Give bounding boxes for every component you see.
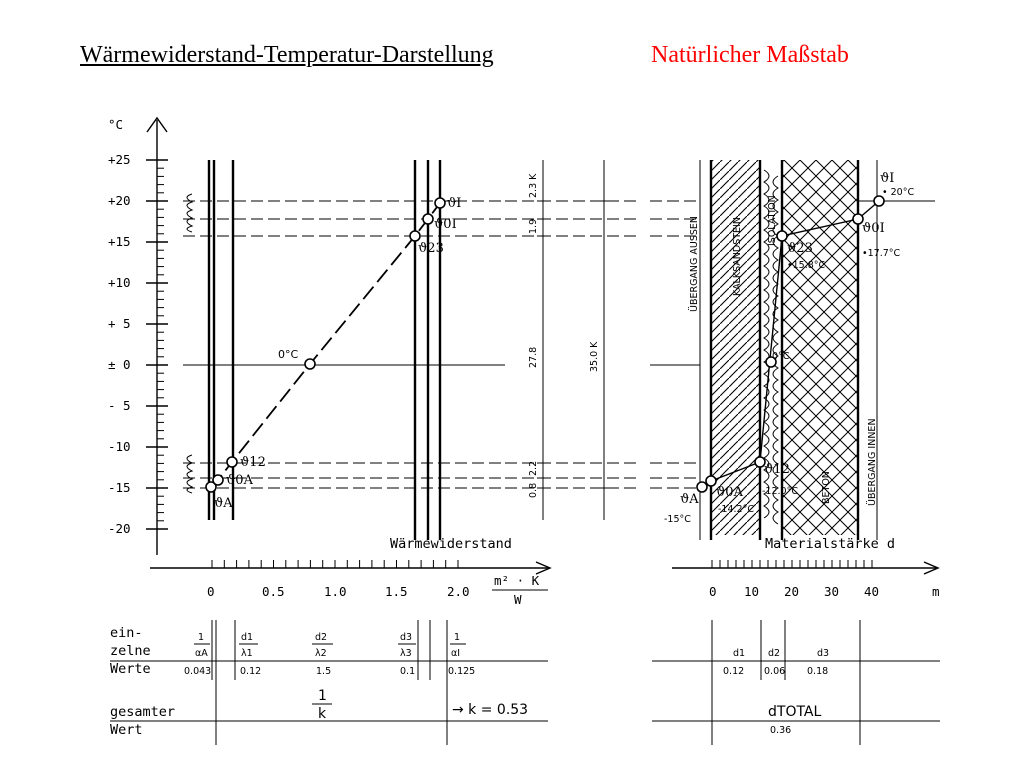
point-theta-12 bbox=[227, 457, 237, 467]
x-r-tick-label: 0 bbox=[709, 584, 717, 599]
right-diagram bbox=[650, 160, 940, 599]
label-theta-i: ϑI bbox=[447, 196, 462, 211]
r-total: dTOTAL bbox=[768, 704, 822, 720]
diff-label: 2.3 K bbox=[528, 173, 539, 198]
frac-num: d3 bbox=[400, 632, 413, 643]
x-r-tick-label: 30 bbox=[824, 584, 840, 599]
x-unit-num: m² · K bbox=[494, 573, 540, 588]
r-value-theta-23: •15.8°C bbox=[787, 260, 826, 271]
r-label-theta-12: ϑ12 bbox=[764, 462, 790, 477]
y-minor-ticks bbox=[157, 160, 164, 529]
x-tick-label: 0 bbox=[207, 584, 215, 599]
r-label-theta-23: ϑ23 bbox=[787, 241, 813, 256]
frac-den: αA bbox=[195, 648, 208, 659]
x-tick-label: 1.5 bbox=[385, 584, 408, 599]
r-cell-value: 0.18 bbox=[807, 666, 829, 677]
y-tick-label: +10 bbox=[108, 275, 131, 290]
point-theta-0i bbox=[423, 214, 433, 224]
cell-value: 0.1 bbox=[400, 666, 416, 677]
x-axis-right-label: Materialstärke d bbox=[765, 536, 896, 552]
y-tick-label: -20 bbox=[108, 521, 131, 536]
y-tick-label: ± 0 bbox=[108, 357, 131, 372]
label-theta-12: ϑ12 bbox=[240, 455, 266, 470]
total-frac-den: k bbox=[318, 706, 327, 722]
k-value: → k = 0.53 bbox=[452, 702, 529, 718]
diff-label: 27.8 bbox=[528, 346, 539, 368]
point-theta-i bbox=[435, 198, 445, 208]
r-label-theta-i: ϑI bbox=[880, 171, 895, 186]
r-frac: d3 bbox=[817, 648, 830, 659]
layer-beton bbox=[782, 160, 858, 535]
r-total-value: 0.36 bbox=[770, 725, 792, 736]
x-axis-left-label: Wärmewiderstand bbox=[390, 536, 512, 552]
frac-den: αI bbox=[451, 648, 461, 659]
cell-value: 0.043 bbox=[184, 666, 212, 677]
label-theta-23: ϑ23 bbox=[418, 241, 444, 256]
label-theta-0a: ϑ0A bbox=[226, 473, 253, 488]
y-tick-label: +15 bbox=[108, 234, 131, 249]
x-unit-den: W bbox=[514, 592, 522, 607]
r-cell-value: 0.12 bbox=[723, 666, 745, 677]
frac-num: 1 bbox=[198, 632, 205, 643]
row-label: Werte bbox=[110, 661, 151, 677]
diff-label: 0.8 bbox=[528, 482, 539, 498]
x-r-tick-label: 10 bbox=[744, 584, 760, 599]
y-tick-label: -15 bbox=[108, 480, 131, 495]
label-isolation: ISOLATION bbox=[767, 195, 778, 246]
label-kalksandstein: KALKSANDSTEIN bbox=[732, 217, 743, 296]
y-tick-label: -10 bbox=[108, 439, 131, 454]
point-theta-0a bbox=[213, 475, 223, 485]
diff-total-label: 35.0 K bbox=[589, 341, 600, 372]
x-r-unit: m bbox=[932, 584, 940, 599]
r-value-theta-0i: •17.7°C bbox=[862, 248, 901, 259]
r-value-theta-0a: -14.2°C bbox=[718, 504, 754, 515]
x-r-tick-label: 20 bbox=[784, 584, 800, 599]
page-title: Wärmewiderstand-Temperatur-Darstellung bbox=[80, 42, 494, 68]
r-cell-value: 0.06 bbox=[764, 666, 786, 677]
label-uebergang-aussen: ÜBERGANG AUSSEN bbox=[689, 215, 700, 312]
frac-num: d1 bbox=[241, 632, 254, 643]
cell-value: 0.12 bbox=[240, 666, 262, 677]
frac-num: 1 bbox=[454, 632, 461, 643]
row-label: zelne bbox=[110, 643, 151, 659]
r-label-theta-a: ϑA bbox=[680, 492, 699, 507]
x-right-minor-ticks bbox=[712, 560, 872, 568]
x-left-minor-ticks bbox=[212, 560, 458, 568]
label-theta-0i: ϑ0I bbox=[434, 217, 457, 232]
r-label-zero: 0°C bbox=[772, 351, 790, 362]
y-tick-label: +25 bbox=[108, 152, 131, 167]
x-tick-label: 0.5 bbox=[262, 584, 285, 599]
x-tick-label: 1.0 bbox=[324, 584, 347, 599]
x-r-tick-label: 40 bbox=[864, 584, 880, 599]
r-value-theta-a: -15°C bbox=[664, 514, 691, 525]
page-subtitle: Natürlicher Maßstab bbox=[651, 42, 849, 68]
frac-den: λ1 bbox=[241, 648, 253, 659]
r-value-theta-i: • 20°C bbox=[882, 187, 915, 198]
total-frac-num: 1 bbox=[318, 688, 327, 704]
y-tick-label: + 5 bbox=[108, 316, 131, 331]
label-uebergang-innen: ÜBERGANG INNEN bbox=[867, 418, 878, 506]
left-diagram bbox=[108, 117, 550, 607]
frac-den: λ3 bbox=[400, 648, 412, 659]
point-zero bbox=[305, 359, 315, 369]
temperature-line bbox=[211, 203, 440, 487]
r-label-theta-0a: ϑ0A bbox=[716, 485, 743, 500]
label-theta-a: ϑA bbox=[214, 496, 233, 511]
r-frac: d2 bbox=[768, 648, 781, 659]
right-point-theta-a bbox=[697, 482, 707, 492]
r-value-theta-12: -12.0°C bbox=[762, 486, 798, 497]
r-frac: d1 bbox=[733, 648, 746, 659]
diff-label: 2.2 bbox=[528, 460, 539, 476]
point-theta-23 bbox=[410, 231, 420, 241]
y-tick-label: - 5 bbox=[108, 398, 131, 413]
values-table bbox=[110, 620, 940, 745]
r-label-theta-0i: ϑ0I bbox=[862, 221, 885, 236]
row-label: gesamter bbox=[110, 704, 176, 720]
cell-value: 1.5 bbox=[316, 666, 332, 677]
row-label: ein- bbox=[110, 625, 143, 641]
diff-label: 1.9 bbox=[528, 218, 539, 234]
right-point-theta-0a bbox=[706, 476, 716, 486]
cell-value: 0.125 bbox=[448, 666, 476, 677]
temperature-differences bbox=[505, 160, 640, 520]
brace-bottom bbox=[187, 455, 192, 493]
brace-top bbox=[187, 194, 192, 232]
y-tick-label: +20 bbox=[108, 193, 131, 208]
label-beton: BETON bbox=[821, 471, 832, 504]
row-label: Wert bbox=[110, 722, 143, 738]
x-tick-label: 2.0 bbox=[447, 584, 470, 599]
label-zero: 0°C bbox=[278, 348, 299, 361]
right-point-theta-23 bbox=[777, 231, 787, 241]
y-tick-labels bbox=[108, 152, 131, 536]
frac-num: d2 bbox=[315, 632, 328, 643]
y-axis-unit: °C bbox=[108, 117, 124, 132]
frac-den: λ2 bbox=[315, 648, 327, 659]
